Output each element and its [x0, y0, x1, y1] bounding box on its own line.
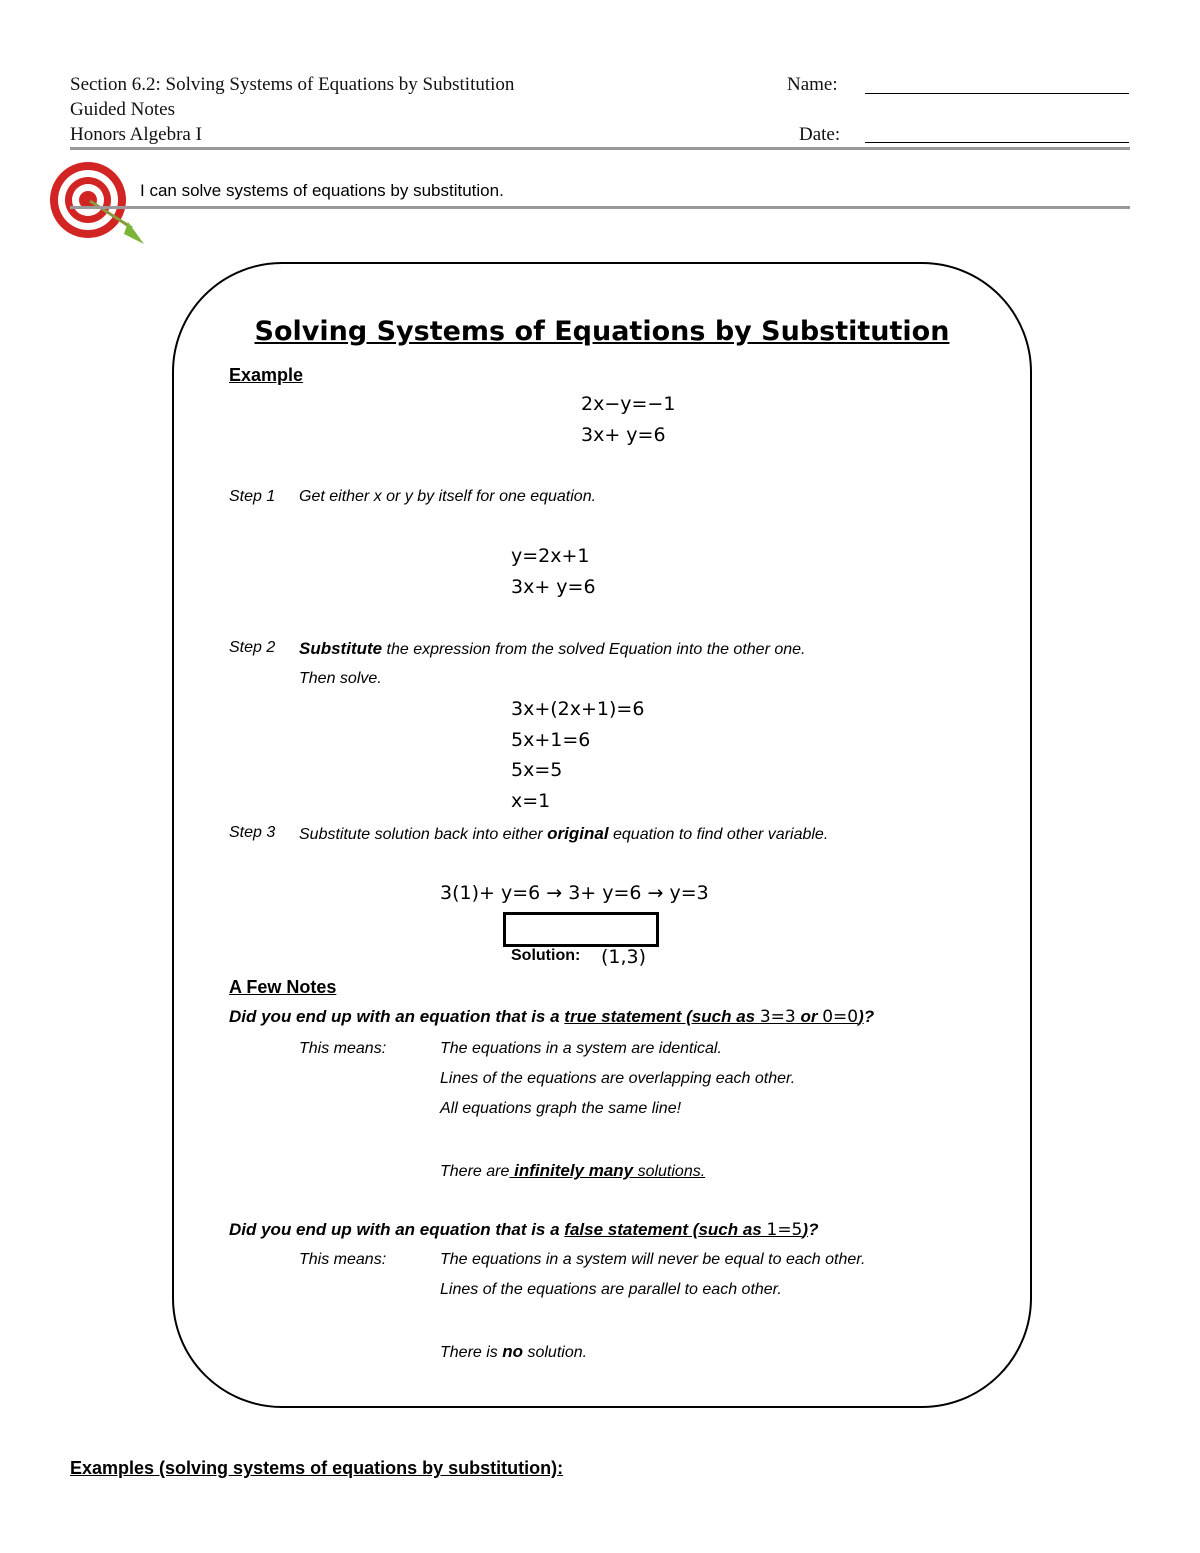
step2-eq-4: x=1: [511, 790, 551, 812]
q1-line-1: The equations in a system are identical.: [440, 1040, 722, 1057]
q1-part-d: ): [858, 1007, 864, 1026]
q1-conc-a: There are: [440, 1163, 510, 1180]
q1-math-2: 0=0: [822, 1007, 859, 1027]
q2-conc-c: solution.: [523, 1344, 588, 1361]
step2-text: [299, 639, 805, 659]
q2-means-label: This means:: [299, 1251, 387, 1268]
solution-label: Solution:: [511, 947, 581, 964]
section-title: Section 6.2: Solving Systems of Equations by Substitution: [70, 74, 515, 95]
q2-line-2: Lines of the equations are parallel to each other.: [440, 1281, 782, 1298]
step1-eq-1: y=2x+1: [511, 545, 590, 567]
name-label: Name:: [787, 74, 838, 95]
q1-line-3: All equations graph the same line!: [440, 1100, 682, 1117]
q1-conc-underline: [509, 1163, 705, 1180]
question-true-statement: [229, 1007, 874, 1027]
step1-label: Step 1: [229, 488, 276, 505]
notes-title: Solving Systems of Equations by Substitution: [254, 316, 950, 347]
solution-box: [503, 912, 659, 947]
step2-eq-3: 5x=5: [511, 759, 563, 781]
course-label: Honors Algebra I: [70, 124, 202, 145]
q1-means-label: This means:: [299, 1040, 387, 1057]
date-label: Date:: [799, 124, 841, 145]
step3-bold: original: [547, 824, 609, 843]
q1-underlined: [564, 1007, 863, 1026]
step2-eq-2: 5x+1=6: [511, 729, 591, 751]
q2-conc-bold: no: [502, 1342, 524, 1361]
q1-math-1: 3=3: [759, 1007, 796, 1027]
q2-underlined: [564, 1220, 808, 1239]
few-notes-label: A Few Notes: [229, 977, 337, 997]
q2-line-1: The equations in a system will never be equal to each other.: [440, 1251, 866, 1268]
q2-part-b: false statement (such as: [564, 1220, 767, 1239]
step1-eq-2: 3x+ y=6: [511, 576, 596, 598]
step3-equation: 3(1)+ y=6 → 3+ y=6 → y=3: [440, 882, 709, 904]
guided-notes-label: Guided Notes: [70, 99, 176, 120]
solution-value: (1,3): [601, 946, 647, 968]
step2-label: Step 2: [229, 639, 276, 656]
q1-part-c: or: [795, 1007, 823, 1026]
header-divider: [70, 147, 1130, 150]
examples-heading: Examples (solving systems of equations by substitution):: [70, 1458, 564, 1478]
date-field[interactable]: [865, 142, 1129, 143]
step3-text-a: Substitute solution back into either: [299, 826, 548, 843]
q1-conc-bold: infinitely many: [509, 1161, 634, 1180]
step2-eq-1: 3x+(2x+1)=6: [511, 698, 645, 720]
system-eq-1: 2x−y=−1: [581, 393, 676, 415]
q1-part-e: ?: [863, 1007, 875, 1026]
q1-part-a: Did you end up with an equation that is a: [229, 1007, 565, 1026]
objective-divider: [70, 206, 1130, 209]
q2-part-d: ): [802, 1220, 809, 1239]
q1-line-2: Lines of the equations are overlapping each other.: [440, 1070, 796, 1087]
step3-text-b: equation to find other variable.: [608, 826, 829, 843]
step1-text: Get either x or y by itself for one equation.: [299, 488, 597, 505]
q2-conclusion: [440, 1342, 587, 1362]
q2-part-a: Did you end up with an equation that is a: [229, 1220, 565, 1239]
q1-conclusion: [440, 1161, 705, 1181]
step2-text-2: Then solve.: [299, 670, 382, 687]
system-eq-2: 3x+ y=6: [581, 424, 666, 446]
name-field[interactable]: [865, 93, 1129, 94]
question-false-statement: [229, 1220, 818, 1240]
q2-math: 1=5: [766, 1220, 803, 1240]
q2-part-e: ?: [808, 1220, 819, 1239]
step3-label: Step 3: [229, 824, 276, 841]
step2-bold: Substitute: [299, 639, 383, 658]
target-icon: [44, 160, 148, 248]
step2-rest: the expression from the solved Equation into the other one.: [382, 641, 806, 658]
q2-conc-a: There is: [440, 1344, 503, 1361]
q1-part-b: true statement (such as: [564, 1007, 760, 1026]
learning-objective: I can solve systems of equations by substitution.: [140, 181, 504, 200]
step3-text: [299, 824, 828, 844]
q1-conc-c: solutions.: [633, 1163, 706, 1180]
example-label: Example: [229, 365, 304, 385]
